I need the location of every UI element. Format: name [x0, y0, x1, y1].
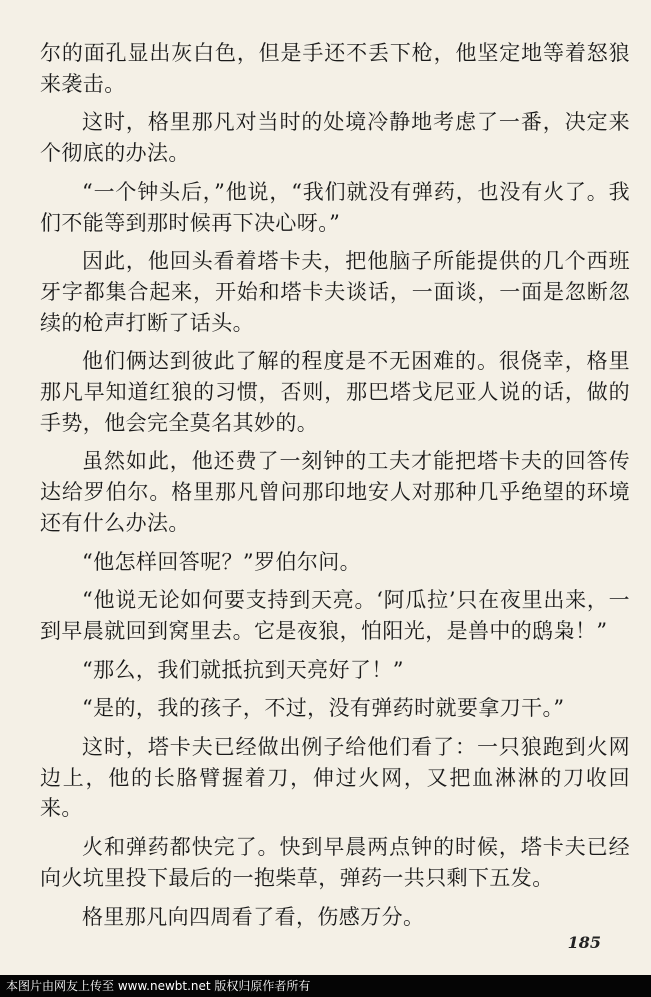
paragraph-3: “一个钟头后，”他说，“我们就没有弹药，也没有火了。我们不能等到那时候再下决心呀。”: [40, 179, 630, 235]
paragraph-11: 这时，塔卡夫已经做出例子给他们看了：一只狼跑到火网边上，他的长胳臂握着刀，伸过火网，又把血淋淋的刀收回来。: [40, 735, 630, 821]
page-number: 185: [567, 933, 601, 952]
body-text: [40, 38, 630, 940]
paragraph-8: “他说无论如何要支持到天亮。‘阿瓜拉’只在夜里出来，一到早晨就回到窝里去。它是夜狼，怕阳光，是兽中的鸱枭！”: [40, 588, 630, 643]
paragraph-10: “是的，我的孩子，不过，没有弹药时就要拿刀干。”: [82, 696, 565, 721]
watermark-footer: [0, 975, 651, 997]
footer-text: 本图片由网友上传至 www.newbt.net 版权归原作者所有: [6, 979, 311, 993]
paragraph-9: “那么，我们就抵抗到天亮好了！”: [82, 657, 404, 682]
paragraph-7: “他怎样回答呢？”罗伯尔问。: [82, 549, 362, 574]
paragraph-2: 这时，格里那凡对当时的处境冷静地考虑了一番，决定来个彻底的办法。: [40, 110, 630, 166]
paragraph-12: 火和弹药都快完了。快到早晨两点钟的时候，塔卡夫已经向火坑里投下最后的一抱柴草，弹药一共只剩下五发。: [40, 835, 630, 890]
paragraph-13: 格里那凡向四周看了看，伤感万分。: [82, 904, 425, 929]
paragraph-4: 因此，他回头看着塔卡夫，把他脑子所能提供的几个西班牙字都集合起来，开始和塔卡夫谈话，一面谈，一面是忽断忽续的枪声打断了话头。: [40, 249, 630, 335]
paragraph-1: 尔的面孔显出灰白色，但是手还不丢下枪，他坚定地等着怒狼来袭击。: [40, 41, 630, 96]
paragraph-6: 虽然如此，他还费了一刻钟的工夫才能把塔卡夫的回答传达给罗伯尔。格里那凡曾问那印地安人对那种几乎绝望的环境还有什么办法。: [40, 449, 630, 535]
paragraph-5: 他们俩达到彼此了解的程度是不无困难的。很侥幸，格里那凡早知道红狼的习惯，否则，那巴塔戈尼亚人说的话，做的手势，他会完全莫名其妙的。: [40, 349, 630, 435]
